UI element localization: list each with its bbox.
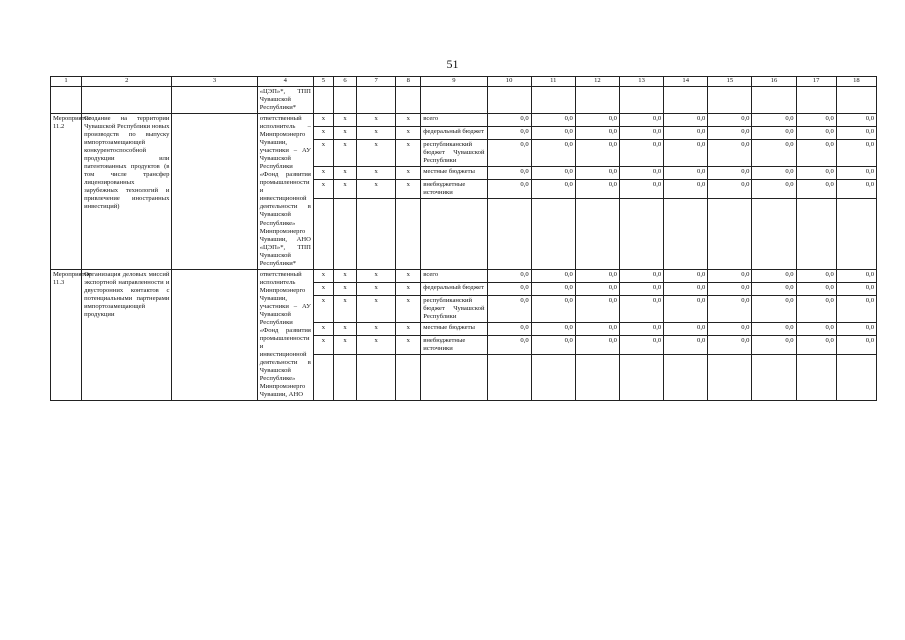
- placeholder-mark: х: [333, 335, 356, 354]
- funding-value: 0,0: [575, 295, 619, 322]
- funding-value: 0,0: [664, 114, 708, 127]
- funding-source: федеральный бюджет: [421, 127, 487, 140]
- placeholder-mark: х: [313, 282, 333, 295]
- funding-value: 0,0: [752, 167, 796, 180]
- funding-value: 0,0: [531, 335, 575, 354]
- placeholder-mark: х: [357, 282, 396, 295]
- placeholder-mark: х: [333, 269, 356, 282]
- funding-value: 0,0: [836, 140, 876, 167]
- measure-name: Создание на территории Чувашской Республики новых производств по выпуску импортозамещающей конкурентоспособной продукции или патентованных продуктов (в том числе трансфер лицензированных зарубежных технологий и привлечение иностранных инвестиций): [82, 114, 172, 270]
- funding-source: республиканский бюджет Чувашской Республики: [421, 295, 487, 322]
- funding-value: 0,0: [575, 167, 619, 180]
- funding-source: внебюджетные источники: [421, 180, 487, 199]
- funding-value: 0,0: [836, 335, 876, 354]
- page-number: 51: [446, 57, 459, 71]
- measure-executor: ответственный исполнитель Минпромэнерго Чувашии, участники – АУ Чувашской Республики «Фонд развития промышленности и инвестиционной деятельности в Чувашской Республике» Минпромэнерго Чувашии, АНО: [257, 269, 313, 401]
- funding-value: 0,0: [836, 180, 876, 199]
- column-number-16: 16: [752, 77, 796, 87]
- funding-value: 0,0: [531, 114, 575, 127]
- placeholder-mark: х: [313, 335, 333, 354]
- funding-value: 0,0: [487, 140, 531, 167]
- funding-value: 0,0: [664, 167, 708, 180]
- funding-value: 0,0: [619, 282, 663, 295]
- placeholder-mark: х: [333, 282, 356, 295]
- funding-value: 0,0: [575, 180, 619, 199]
- funding-value: 0,0: [531, 167, 575, 180]
- funding-value: 0,0: [796, 282, 836, 295]
- funding-value: 0,0: [619, 322, 663, 335]
- funding-value: 0,0: [752, 180, 796, 199]
- column-number-13: 13: [619, 77, 663, 87]
- funding-value: 0,0: [796, 127, 836, 140]
- funding-value: 0,0: [708, 335, 752, 354]
- funding-value: 0,0: [708, 180, 752, 199]
- funding-value: 0,0: [752, 282, 796, 295]
- placeholder-mark: х: [333, 167, 356, 180]
- funding-value: 0,0: [836, 295, 876, 322]
- funding-value: 0,0: [796, 335, 836, 354]
- placeholder-mark: х: [396, 180, 421, 199]
- funding-value: 0,0: [575, 269, 619, 282]
- placeholder-mark: х: [396, 322, 421, 335]
- funding-value: 0,0: [575, 127, 619, 140]
- placeholder-mark: х: [333, 114, 356, 127]
- funding-source: внебюджетные источники: [421, 335, 487, 354]
- column-number-row: [51, 77, 877, 87]
- funding-value: 0,0: [575, 114, 619, 127]
- placeholder-mark: х: [333, 140, 356, 167]
- measure-id: Мероприятие 11.2: [51, 114, 82, 270]
- placeholder-mark: х: [357, 127, 396, 140]
- funding-value: 0,0: [575, 282, 619, 295]
- funding-value: 0,0: [836, 322, 876, 335]
- funding-value: 0,0: [619, 127, 663, 140]
- funding-value: 0,0: [487, 322, 531, 335]
- column-number-14: 14: [664, 77, 708, 87]
- column-number-15: 15: [708, 77, 752, 87]
- placeholder-mark: х: [357, 140, 396, 167]
- column-number-12: 12: [575, 77, 619, 87]
- continuation-executor: «ЦЭП»*, ТПП Чувашской Республики*: [257, 87, 313, 114]
- funding-value: 0,0: [836, 282, 876, 295]
- measure-id: Мероприятие 11.3: [51, 269, 82, 401]
- funding-value: 0,0: [531, 140, 575, 167]
- funding-value: 0,0: [531, 269, 575, 282]
- funding-value: 0,0: [708, 282, 752, 295]
- funding-value: 0,0: [708, 167, 752, 180]
- funding-value: 0,0: [619, 269, 663, 282]
- funding-value: 0,0: [796, 140, 836, 167]
- funding-value: 0,0: [752, 269, 796, 282]
- funding-value: 0,0: [836, 269, 876, 282]
- funding-source: республиканский бюджет Чувашской Республики: [421, 140, 487, 167]
- column-number-7: 7: [357, 77, 396, 87]
- funding-value: 0,0: [487, 295, 531, 322]
- column-number-11: 11: [531, 77, 575, 87]
- funding-value: 0,0: [531, 127, 575, 140]
- funding-value: 0,0: [487, 335, 531, 354]
- placeholder-mark: х: [396, 167, 421, 180]
- funding-value: 0,0: [575, 140, 619, 167]
- funding-value: 0,0: [836, 114, 876, 127]
- funding-value: 0,0: [796, 269, 836, 282]
- placeholder-mark: х: [313, 127, 333, 140]
- funding-value: 0,0: [708, 140, 752, 167]
- funding-value: 0,0: [531, 282, 575, 295]
- funding-value: 0,0: [796, 295, 836, 322]
- placeholder-mark: х: [396, 140, 421, 167]
- funding-value: 0,0: [752, 335, 796, 354]
- funding-value: 0,0: [664, 295, 708, 322]
- funding-value: 0,0: [487, 167, 531, 180]
- measure-col3: [172, 269, 257, 401]
- placeholder-mark: х: [357, 295, 396, 322]
- placeholder-mark: х: [396, 295, 421, 322]
- funding-value: 0,0: [487, 282, 531, 295]
- funding-value: 0,0: [531, 295, 575, 322]
- placeholder-mark: х: [313, 322, 333, 335]
- funding-value: 0,0: [487, 114, 531, 127]
- continuation-row: [51, 87, 877, 114]
- funding-value: 0,0: [752, 114, 796, 127]
- column-number-5: 5: [313, 77, 333, 87]
- placeholder-mark: х: [313, 295, 333, 322]
- funding-source: всего: [421, 114, 487, 127]
- placeholder-mark: х: [333, 295, 356, 322]
- funding-value: 0,0: [708, 295, 752, 322]
- funding-source: всего: [421, 269, 487, 282]
- placeholder-mark: х: [313, 114, 333, 127]
- funding-value: 0,0: [664, 282, 708, 295]
- funding-source: федеральный бюджет: [421, 282, 487, 295]
- funding-value: 0,0: [664, 335, 708, 354]
- funding-value: 0,0: [796, 180, 836, 199]
- funding-value: 0,0: [708, 127, 752, 140]
- funding-value: 0,0: [836, 167, 876, 180]
- column-number-17: 17: [796, 77, 836, 87]
- placeholder-mark: х: [357, 180, 396, 199]
- funding-value: 0,0: [619, 335, 663, 354]
- measure-executor: ответственный исполнитель – Минпромэнерго Чувашии, участники – АУ Чувашской Республики «Фонд развития промышленности и инвестиционной деятельности в Чувашской Республике» Минпромэнерго Чувашии, АНО «ЦЭП»*, ТПП Чувашской Республики*: [257, 114, 313, 270]
- placeholder-mark: х: [313, 140, 333, 167]
- placeholder-mark: х: [333, 180, 356, 199]
- funding-value: 0,0: [619, 140, 663, 167]
- funding-value: 0,0: [664, 127, 708, 140]
- funding-value: 0,0: [664, 322, 708, 335]
- funding-value: 0,0: [619, 180, 663, 199]
- column-number-10: 10: [487, 77, 531, 87]
- financing-table: [50, 76, 877, 401]
- measure-name: Организация деловых миссий экспортной направленности и двусторонних контактов с потенциальными партнерами импортозамещающей продукции: [82, 269, 172, 401]
- placeholder-mark: х: [357, 269, 396, 282]
- funding-source: местные бюджеты: [421, 167, 487, 180]
- placeholder-mark: х: [357, 114, 396, 127]
- funding-source: местные бюджеты: [421, 322, 487, 335]
- funding-value: 0,0: [575, 335, 619, 354]
- placeholder-mark: х: [396, 282, 421, 295]
- funding-value: 0,0: [708, 322, 752, 335]
- funding-value: 0,0: [487, 127, 531, 140]
- column-number-8: 8: [396, 77, 421, 87]
- column-number-9: 9: [421, 77, 487, 87]
- funding-value: 0,0: [796, 167, 836, 180]
- funding-value: 0,0: [664, 269, 708, 282]
- placeholder-mark: х: [396, 114, 421, 127]
- placeholder-mark: х: [396, 335, 421, 354]
- column-number-6: 6: [333, 77, 356, 87]
- funding-value: 0,0: [752, 295, 796, 322]
- column-number-18: 18: [836, 77, 876, 87]
- table-body: [51, 87, 877, 401]
- measure-col3: [172, 114, 257, 270]
- placeholder-mark: х: [313, 180, 333, 199]
- funding-value: 0,0: [531, 180, 575, 199]
- placeholder-mark: х: [357, 335, 396, 354]
- funding-value: 0,0: [664, 180, 708, 199]
- column-number-2: 2: [82, 77, 172, 87]
- placeholder-mark: х: [396, 127, 421, 140]
- column-number-3: 3: [172, 77, 257, 87]
- funding-value: 0,0: [487, 269, 531, 282]
- funding-value: 0,0: [752, 322, 796, 335]
- funding-row: [51, 114, 877, 127]
- funding-value: 0,0: [752, 127, 796, 140]
- funding-value: 0,0: [836, 127, 876, 140]
- funding-value: 0,0: [619, 295, 663, 322]
- placeholder-mark: х: [357, 167, 396, 180]
- placeholder-mark: х: [313, 269, 333, 282]
- funding-value: 0,0: [619, 114, 663, 127]
- funding-value: 0,0: [664, 140, 708, 167]
- placeholder-mark: х: [357, 322, 396, 335]
- funding-row: [51, 269, 877, 282]
- placeholder-mark: х: [333, 322, 356, 335]
- placeholder-mark: х: [396, 269, 421, 282]
- placeholder-mark: х: [313, 167, 333, 180]
- funding-value: 0,0: [796, 114, 836, 127]
- funding-value: 0,0: [752, 140, 796, 167]
- placeholder-mark: х: [333, 127, 356, 140]
- funding-value: 0,0: [531, 322, 575, 335]
- funding-value: 0,0: [575, 322, 619, 335]
- column-number-1: 1: [51, 77, 82, 87]
- column-number-4: 4: [257, 77, 313, 87]
- funding-value: 0,0: [487, 180, 531, 199]
- funding-value: 0,0: [708, 269, 752, 282]
- funding-value: 0,0: [619, 167, 663, 180]
- funding-value: 0,0: [708, 114, 752, 127]
- funding-value: 0,0: [796, 322, 836, 335]
